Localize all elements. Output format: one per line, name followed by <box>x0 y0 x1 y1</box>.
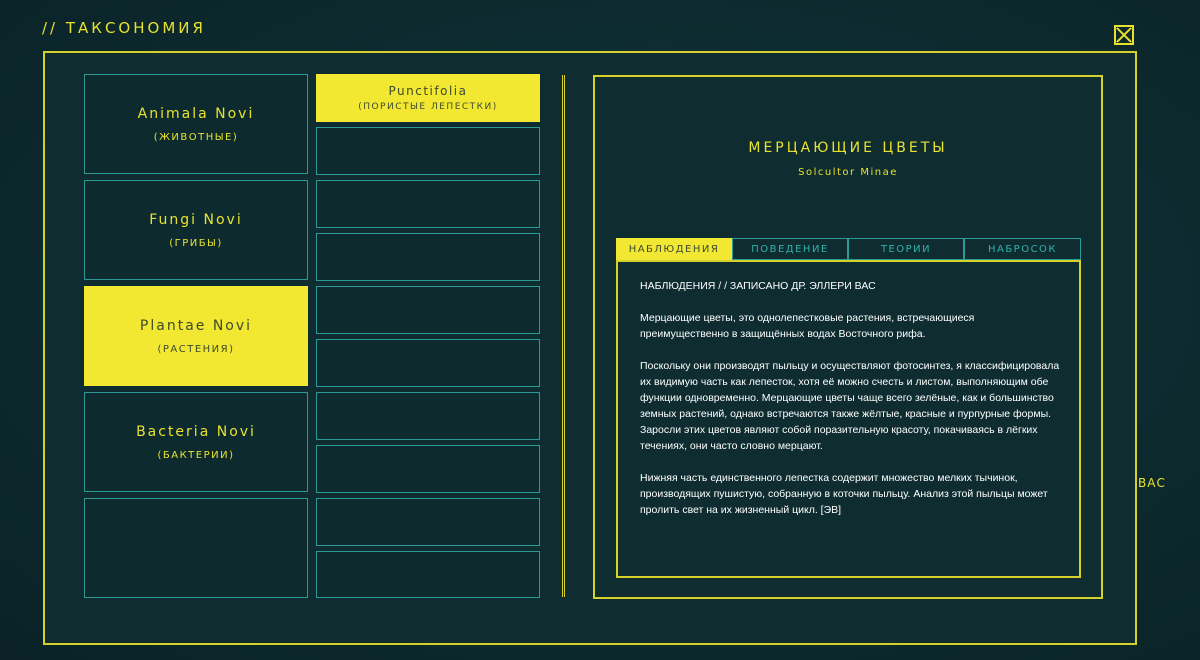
subcategory-empty[interactable] <box>316 498 540 546</box>
tab-theories[interactable]: ТЕОРИИ <box>848 238 964 260</box>
tab-sketch[interactable]: НАБРОСОК <box>964 238 1081 260</box>
category-animala[interactable] <box>84 74 308 174</box>
tab-observations[interactable]: НАБЛЮДЕНИЯ <box>616 238 732 260</box>
subcategory-empty[interactable] <box>316 445 540 493</box>
category-sub: (ГРИБЫ) <box>169 237 223 249</box>
close-icon[interactable] <box>1114 25 1134 45</box>
category-plantae[interactable] <box>84 286 308 386</box>
content-paragraph: Мерцающие цветы, это однолепестковые растения, встречающиеся преимущественно в защищённых водах Восточного рифа. <box>640 312 975 340</box>
subcategory-sub: (ПОРИСТЫЕ ЛЕПЕСТКИ) <box>358 102 498 112</box>
subcategory-punctifolia[interactable] <box>316 74 540 122</box>
content-paragraph: Поскольку они производят пыльцу и осуществляют фотосинтез, я классифицировала их видимую часть как лепесток, хотя её можно счесть и листом, выполняющим обе функции одновременно. Мерцающие цветы чаще всего зелёные, как и большинство земных растений, однако встречаются также жёлтые, красные и пурпурные формы. Заросли этих цветов являют собой поразительную красоту, покачиваясь в лёгких течениях, они часто словно мерцают. <box>640 360 1060 452</box>
subcategory-empty[interactable] <box>316 551 540 598</box>
subcategory-empty[interactable] <box>316 392 540 440</box>
category-sub: (РАСТЕНИЯ) <box>157 343 235 355</box>
subcategory-empty[interactable] <box>316 339 540 387</box>
content-paragraph: Нижняя часть единственного лепестка содержит множество мелких тычинок, производящих пушистую, собранную в коточки пыльцу. Анализ этой пыльцы может пролить свет на их жизненный цикл. [ЭВ] <box>640 472 1048 516</box>
category-empty[interactable] <box>84 498 308 598</box>
category-name: Fungi Novi <box>149 211 243 228</box>
divider <box>562 75 565 597</box>
category-sub: (БАКТЕРИИ) <box>157 449 235 461</box>
subcategory-empty[interactable] <box>316 127 540 175</box>
category-name: Animala Novi <box>137 105 255 122</box>
subcategory-empty[interactable] <box>316 233 540 281</box>
subcategory-name: Punctifolia <box>388 84 468 98</box>
category-name: Bacteria Novi <box>136 423 256 440</box>
category-bacteria[interactable] <box>84 392 308 492</box>
entry-title: МЕРЦАЮЩИЕ ЦВЕТЫ <box>748 140 948 156</box>
category-fungi[interactable] <box>84 180 308 280</box>
category-name: Plantae Novi <box>139 317 253 334</box>
content-heading: НАБЛЮДЕНИЯ / / ЗАПИСАНО ДР. ЭЛЛЕРИ ВАС <box>640 280 876 292</box>
observation-text <box>640 278 1065 534</box>
subcategory-empty[interactable] <box>316 180 540 228</box>
page-title: // ТАКСОНОМИЯ <box>42 19 206 37</box>
tab-behavior[interactable]: ПОВЕДЕНИЕ <box>732 238 848 260</box>
category-sub: (ЖИВОТНЫЕ) <box>153 131 239 143</box>
subcategory-empty[interactable] <box>316 286 540 334</box>
side-label: ВАС <box>1138 476 1166 490</box>
entry-latin-name: Solcultor Minae <box>798 167 898 178</box>
